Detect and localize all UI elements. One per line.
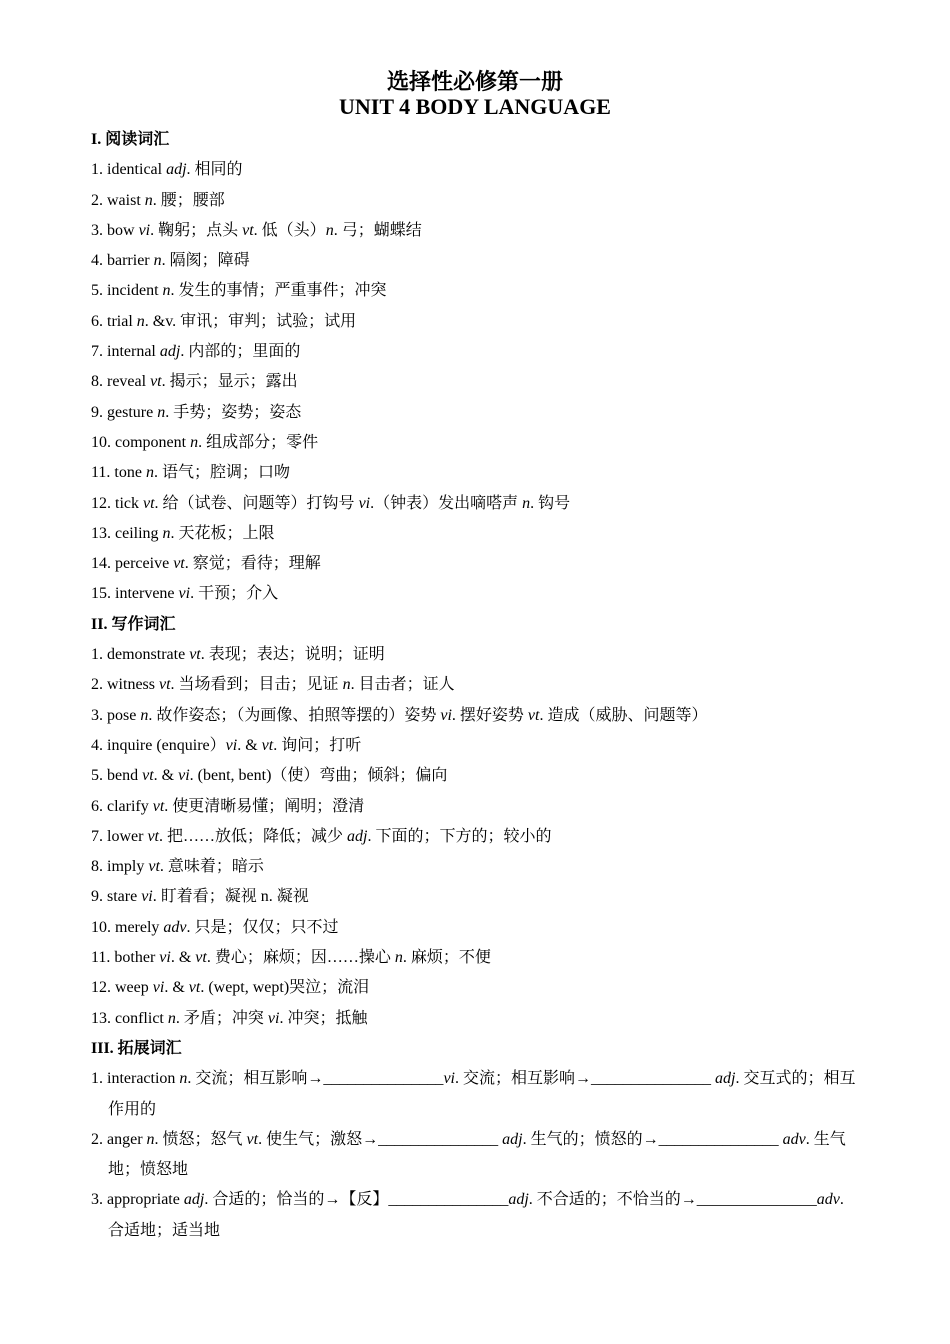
entry-text: 12. weep — [91, 979, 153, 997]
entry-text: 1. interaction — [91, 1070, 180, 1088]
vocab-entry — [91, 276, 863, 306]
vocab-entry — [91, 186, 863, 216]
entry-text: 13. ceiling — [91, 524, 163, 542]
entry-text: . 交互式的；相互作用的 — [108, 1070, 856, 1118]
vocab-entry — [91, 882, 863, 912]
entry-text: . 干预；介入 — [190, 585, 279, 603]
part-of-speech: vi — [267, 1009, 280, 1027]
part-of-speech: vi — [152, 979, 165, 997]
part-of-speech: adv — [782, 1130, 806, 1148]
entry-text: . 组成部分；零件 — [198, 433, 319, 451]
part-of-speech: n — [394, 949, 403, 967]
vocab-entry — [91, 670, 863, 700]
part-of-speech: adj — [159, 343, 181, 361]
vocab-entry — [91, 1064, 863, 1125]
entry-text: 5. incident — [91, 282, 163, 300]
part-of-speech: n — [167, 1009, 176, 1027]
part-of-speech: vt — [148, 858, 160, 876]
entry-text: . 合适的；恰当的→【反】_______________ — [204, 1191, 509, 1209]
entry-text: . 盯着看；凝视 n. 凝视 — [152, 888, 309, 906]
part-of-speech: n — [325, 221, 334, 239]
document-title — [0, 69, 950, 119]
entry-text: .（钟表）发出嘀嗒声 — [370, 494, 523, 512]
entry-text: 15. intervene — [91, 585, 179, 603]
part-of-speech: vi — [178, 585, 191, 603]
entry-text: . &v. 审讯；审判；试验；试用 — [144, 312, 357, 330]
part-of-speech: vt — [195, 949, 207, 967]
entry-text: 9. gesture — [91, 403, 158, 421]
vocab-entry — [91, 337, 863, 367]
entry-text: . 腰；腰部 — [152, 191, 225, 209]
vocab-entry — [91, 701, 863, 731]
entry-text: . 钩号 — [530, 494, 571, 512]
vocab-entry — [91, 307, 863, 337]
entry-text: . 不合适的；不恰当的→_______________ — [528, 1191, 817, 1209]
part-of-speech: vi — [178, 767, 190, 785]
entry-text: . 愤怒；怒气 — [154, 1130, 247, 1148]
entry-text: . (bent, bent)（使）弯曲；倾斜；偏向 — [189, 767, 448, 785]
part-of-speech: n — [144, 191, 153, 209]
entry-text: . (wept, wept)哭泣；流泪 — [200, 979, 370, 997]
part-of-speech: adj — [508, 1191, 529, 1209]
entry-text: 3. bow — [91, 221, 139, 239]
entry-text: . 意味着；暗示 — [159, 858, 264, 876]
entry-text: 5. bend — [91, 767, 143, 785]
part-of-speech: vi — [138, 221, 151, 239]
entry-text: . 内部的；里面的 — [180, 343, 301, 361]
vocab-entry — [91, 822, 863, 852]
entry-text: 2. anger — [91, 1130, 147, 1148]
entry-text: . 交流；相互影响→_______________ — [187, 1070, 444, 1088]
vocab-entry — [91, 398, 863, 428]
part-of-speech: adj — [166, 161, 187, 179]
vocab-entry — [91, 549, 863, 579]
entry-text: . 下面的；下方的；较小的 — [367, 827, 552, 845]
section-heading: II. 写作词汇 — [91, 615, 176, 633]
entry-text: . & — [170, 949, 196, 967]
part-of-speech: vt — [188, 979, 201, 997]
entry-text: 3. pose — [91, 706, 141, 724]
vocab-entry — [91, 1125, 863, 1186]
entry-text: . 天花板；上限 — [170, 524, 275, 542]
vocab-entry — [91, 731, 863, 761]
part-of-speech: vi — [225, 736, 238, 754]
part-of-speech: n — [157, 403, 166, 421]
vocab-entry — [91, 792, 863, 822]
part-of-speech: n — [342, 676, 351, 694]
part-of-speech: vi — [443, 1070, 455, 1088]
part-of-speech: vt — [150, 373, 162, 391]
entry-text: . 相同的 — [186, 161, 243, 179]
entry-text: . 表现；表达；说明；证明 — [200, 646, 385, 664]
part-of-speech: n — [145, 464, 154, 482]
entry-text: 4. inquire (enquire） — [91, 736, 226, 754]
entry-text: . 故作姿态；（为画像、拍照等摆的）姿势 — [148, 706, 441, 724]
entry-text: . 交流；相互影响→_______________ — [454, 1070, 715, 1088]
entry-text: . 麻烦；不便 — [402, 949, 491, 967]
part-of-speech: n — [179, 1070, 188, 1088]
part-of-speech: adj — [183, 1191, 205, 1209]
vocab-entry — [91, 913, 863, 943]
entry-text: 2. witness — [91, 676, 159, 694]
entry-text: . 只是；仅仅；只不过 — [186, 918, 339, 936]
entry-text: . 当场看到；目击；见证 — [170, 676, 343, 694]
entry-text: . 发生的事情；严重事件；冲突 — [170, 282, 387, 300]
part-of-speech: vi — [358, 494, 371, 512]
part-of-speech: n — [153, 252, 162, 270]
entry-text: 4. barrier — [91, 252, 154, 270]
vocabulary-list — [91, 125, 863, 1246]
entry-text: . & — [164, 979, 189, 997]
section-heading: III. 拓展词汇 — [91, 1039, 182, 1057]
title-volume: 选择性必修第一册 — [386, 69, 563, 94]
part-of-speech: vi — [141, 888, 153, 906]
vocab-entry — [91, 1185, 863, 1246]
vocab-entry — [91, 1004, 863, 1034]
entry-text: . 弓；蝴蝶结 — [333, 221, 422, 239]
entry-text: . 使生气；激怒→_______________ — [258, 1130, 503, 1148]
entry-text: 9. stare — [91, 888, 142, 906]
vocab-entry — [91, 943, 863, 973]
vocab-entry — [91, 246, 863, 276]
entry-text: . 察觉；看待；理解 — [184, 555, 321, 573]
entry-text: . & — [237, 736, 262, 754]
vocab-entry — [91, 428, 863, 458]
part-of-speech: n — [136, 312, 145, 330]
entry-text: 10. merely — [91, 918, 164, 936]
part-of-speech: adv — [163, 918, 187, 936]
entry-text: 6. trial — [91, 312, 137, 330]
vocab-entry — [91, 458, 863, 488]
vocab-entry — [91, 973, 863, 1003]
entry-text: . 给（试卷、问题等）打钩号 — [154, 494, 359, 512]
entry-text: . 矛盾；冲突 — [175, 1009, 268, 1027]
part-of-speech: vt — [152, 797, 165, 815]
section-reading-vocabulary — [91, 125, 863, 610]
entry-text: 12. tick — [91, 494, 143, 512]
entry-text: 2. waist — [91, 191, 145, 209]
vocab-entry — [91, 155, 863, 185]
entry-text: . 把……放低；降低；减少 — [158, 827, 347, 845]
part-of-speech: adv — [816, 1191, 840, 1209]
part-of-speech: vt — [159, 676, 171, 694]
part-of-speech: vt — [261, 736, 274, 754]
section-writing-vocabulary — [91, 610, 863, 1034]
part-of-speech: n — [162, 524, 171, 542]
entry-text: 1. identical — [91, 161, 167, 179]
entry-text: . 目击者；证人 — [350, 676, 455, 694]
part-of-speech: n — [522, 494, 531, 512]
entry-text: 6. clarify — [91, 797, 153, 815]
vocab-entry — [91, 216, 863, 246]
part-of-speech: vi — [159, 949, 171, 967]
section-extended-vocabulary — [91, 1034, 863, 1246]
entry-text: . 费心；麻烦；因……操心 — [206, 949, 395, 967]
entry-text: 7. internal — [91, 343, 160, 361]
part-of-speech: n — [190, 433, 199, 451]
part-of-speech: adj — [347, 827, 368, 845]
entry-text: 13. conflict — [91, 1009, 168, 1027]
part-of-speech: n — [140, 706, 149, 724]
part-of-speech: vt — [189, 646, 201, 664]
entry-text: . 询问；打听 — [273, 736, 362, 754]
entry-text: . 揭示；显示；露出 — [161, 373, 298, 391]
vocab-entry — [91, 367, 863, 397]
part-of-speech: vt — [242, 221, 254, 239]
part-of-speech: adj — [502, 1130, 523, 1148]
part-of-speech: vt — [527, 706, 540, 724]
entry-text: . & — [153, 767, 179, 785]
entry-text: . 摆好姿势 — [451, 706, 528, 724]
vocab-entry — [91, 579, 863, 609]
entry-text: . 生气的；愤怒的→_______________ — [522, 1130, 783, 1148]
entry-text: . 造成（威胁、问题等） — [539, 706, 708, 724]
vocab-entry — [91, 640, 863, 670]
entry-text: 1. demonstrate — [91, 646, 190, 664]
entry-text: . 低（头） — [253, 221, 326, 239]
part-of-speech: n — [146, 1130, 155, 1148]
part-of-speech: vt — [246, 1130, 259, 1148]
entry-text: . 手势；姿势；姿态 — [165, 403, 302, 421]
part-of-speech: vi — [440, 706, 452, 724]
entry-text: 10. component — [91, 433, 191, 451]
entry-text: 7. lower — [91, 827, 148, 845]
entry-text: . 生气地；愤怒地 — [108, 1130, 846, 1179]
entry-text: . 语气；腔调；口吻 — [153, 464, 290, 482]
entry-text: 11. bother — [91, 949, 160, 967]
entry-text: 3. appropriate — [91, 1191, 184, 1209]
part-of-speech: vt — [147, 827, 159, 845]
part-of-speech: n — [162, 282, 171, 300]
entry-text: 8. imply — [91, 858, 149, 876]
entry-text: . 冲突；抵触 — [279, 1009, 368, 1027]
entry-text: . 使更清晰易懂；阐明；澄清 — [164, 797, 365, 815]
entry-text: . 合适地；适当地 — [108, 1191, 844, 1239]
entry-text: 14. perceive — [91, 555, 174, 573]
vocab-entry — [91, 852, 863, 882]
part-of-speech: vt — [143, 494, 155, 512]
entry-text: 8. reveal — [91, 373, 151, 391]
part-of-speech: adj — [715, 1070, 736, 1088]
vocab-entry — [91, 489, 863, 519]
entry-text: . 隔阂；障碍 — [161, 252, 250, 270]
vocab-entry — [91, 761, 863, 791]
part-of-speech: vt — [173, 555, 185, 573]
section-heading: I. 阅读词汇 — [91, 131, 170, 148]
vocab-entry — [91, 519, 863, 549]
title-unit: UNIT 4 BODY LANGUAGE — [339, 94, 611, 119]
part-of-speech: vt — [142, 767, 154, 785]
entry-text: 11. tone — [91, 464, 146, 482]
entry-text: . 鞠躬；点头 — [150, 221, 243, 239]
